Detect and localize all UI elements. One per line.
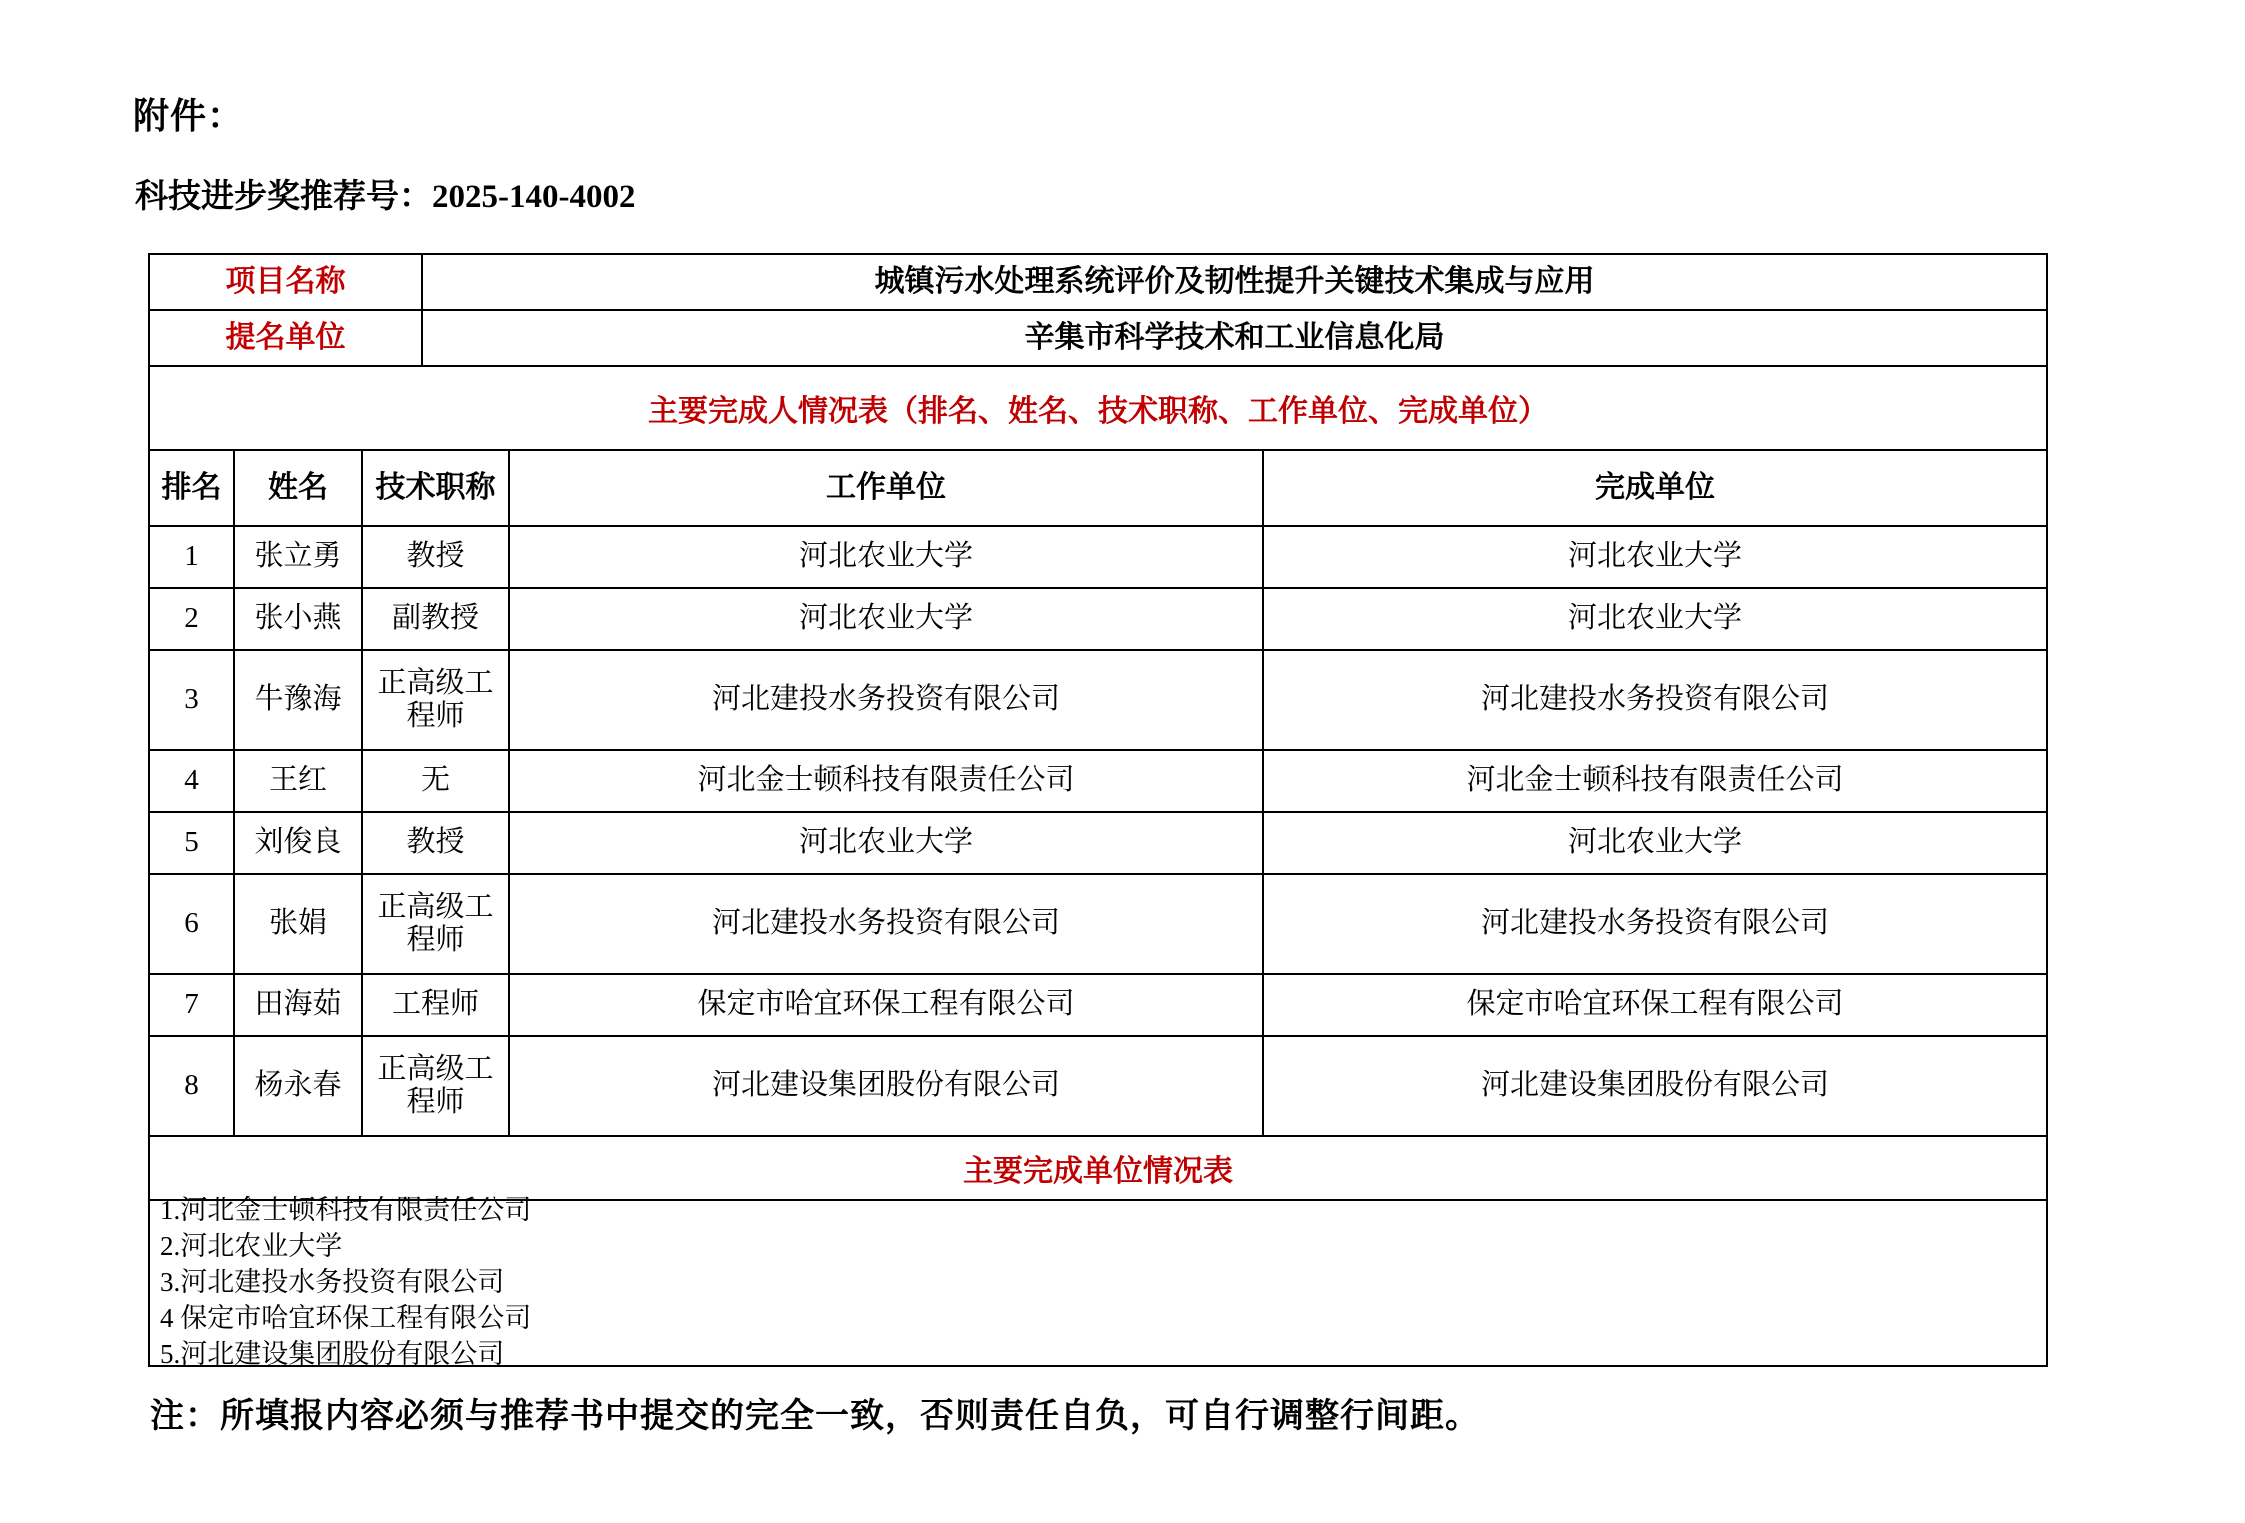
cell-rank: 1 <box>150 527 235 587</box>
cell-work-unit: 保定市哈宜环保工程有限公司 <box>510 975 1264 1035</box>
nominator-label: 提名单位 <box>150 311 423 365</box>
table-row <box>150 1037 2046 1137</box>
table-row <box>150 975 2046 1037</box>
units-title-row <box>150 1137 2046 1201</box>
cell-completion-unit: 河北农业大学 <box>1567 826 1742 859</box>
cell-rank: 4 <box>150 751 235 811</box>
cell-name: 田海茹 <box>235 975 363 1035</box>
cell-title: 工程师 <box>363 975 510 1035</box>
cell-title: 副教授 <box>363 589 510 649</box>
unit-item: 3.河北建投水务投资有限公司 <box>160 1267 505 1298</box>
cell-completion-unit: 河北建投水务投资有限公司 <box>1480 907 1829 940</box>
project-name-label: 项目名称 <box>150 255 423 309</box>
cell-completion-unit: 河北农业大学 <box>1567 602 1742 635</box>
completers-table-title: 主要完成人情况表（排名、姓名、技术职称、工作单位、完成单位） <box>648 395 1548 428</box>
cell-name: 张立勇 <box>235 527 363 587</box>
cell-title: 教授 <box>363 813 510 873</box>
cell-name: 张小燕 <box>235 589 363 649</box>
project-name-row <box>150 255 2046 311</box>
cell-completion-unit: 保定市哈宜环保工程有限公司 <box>1466 988 1844 1021</box>
cell-title: 教授 <box>363 527 510 587</box>
cell-completion-unit: 河北农业大学 <box>1567 540 1742 573</box>
table-row <box>150 751 2046 813</box>
cell-name: 杨永春 <box>235 1037 363 1135</box>
unit-item: 2.河北农业大学 <box>160 1231 343 1262</box>
cell-completion-unit: 河北金士顿科技有限责任公司 <box>1466 764 1844 797</box>
cell-completion-unit: 河北建设集团股份有限公司 <box>1480 1069 1829 1102</box>
cell-name: 牛豫海 <box>235 651 363 749</box>
cell-rank: 6 <box>150 875 235 973</box>
cell-rank: 8 <box>150 1037 235 1135</box>
note-text: 注：所填报内容必须与推荐书中提交的完全一致，否则责任自负，可自行调整行间距。 <box>150 1398 1480 1435</box>
header-cell-completion-unit: 完成单位 <box>1595 470 1715 504</box>
header-cell-work-unit: 工作单位 <box>510 451 1264 525</box>
attachment-label: 附件： <box>133 96 245 136</box>
cell-work-unit: 河北建设集团股份有限公司 <box>510 1037 1264 1135</box>
cell-work-unit: 河北农业大学 <box>510 527 1264 587</box>
header-cell-name: 姓名 <box>235 451 363 525</box>
cell-work-unit: 河北金士顿科技有限责任公司 <box>510 751 1264 811</box>
units-list-row <box>150 1195 2046 1369</box>
cell-work-unit: 河北农业大学 <box>510 589 1264 649</box>
cell-work-unit: 河北农业大学 <box>510 813 1264 873</box>
cell-title: 无 <box>363 751 510 811</box>
unit-item: 5.河北建设集团股份有限公司 <box>160 1338 505 1369</box>
recommendation-line <box>135 170 635 217</box>
cell-title: 正高级工程师 <box>363 1037 510 1135</box>
cell-rank: 3 <box>150 651 235 749</box>
cell-name: 刘俊良 <box>235 813 363 873</box>
cell-name: 张娟 <box>235 875 363 973</box>
nominator-value: 辛集市科学技术和工业信息化局 <box>1024 320 1445 354</box>
units-table-title: 主要完成单位情况表 <box>963 1155 1233 1188</box>
cell-rank: 5 <box>150 813 235 873</box>
recommendation-number: 2025-140-4002 <box>432 179 636 215</box>
award-table <box>148 253 2048 1367</box>
completers-header-row <box>150 451 2046 527</box>
cell-rank: 7 <box>150 975 235 1035</box>
table-row <box>150 589 2046 651</box>
cell-name: 王红 <box>235 751 363 811</box>
table-row <box>150 875 2046 975</box>
header-cell-title: 技术职称 <box>363 451 510 525</box>
cell-completion-unit: 河北建投水务投资有限公司 <box>1480 683 1829 716</box>
cell-title: 正高级工程师 <box>363 651 510 749</box>
completers-title-row <box>150 367 2046 451</box>
unit-item: 1.河北金士顿科技有限责任公司 <box>160 1195 532 1226</box>
table-row <box>150 651 2046 751</box>
cell-title: 正高级工程师 <box>363 875 510 973</box>
table-row <box>150 813 2046 875</box>
cell-work-unit: 河北建投水务投资有限公司 <box>510 651 1264 749</box>
cell-work-unit: 河北建投水务投资有限公司 <box>510 875 1264 973</box>
header-cell-rank: 排名 <box>150 451 235 525</box>
project-name-value: 城镇污水处理系统评价及韧性提升关键技术集成与应用 <box>874 264 1595 298</box>
units-list <box>150 1195 2046 1369</box>
table-row <box>150 527 2046 589</box>
recommendation-label: 科技进步奖推荐号： <box>135 179 432 215</box>
nominator-row <box>150 311 2046 367</box>
unit-item: 4 保定市哈宜环保工程有限公司 <box>160 1302 532 1333</box>
cell-rank: 2 <box>150 589 235 649</box>
